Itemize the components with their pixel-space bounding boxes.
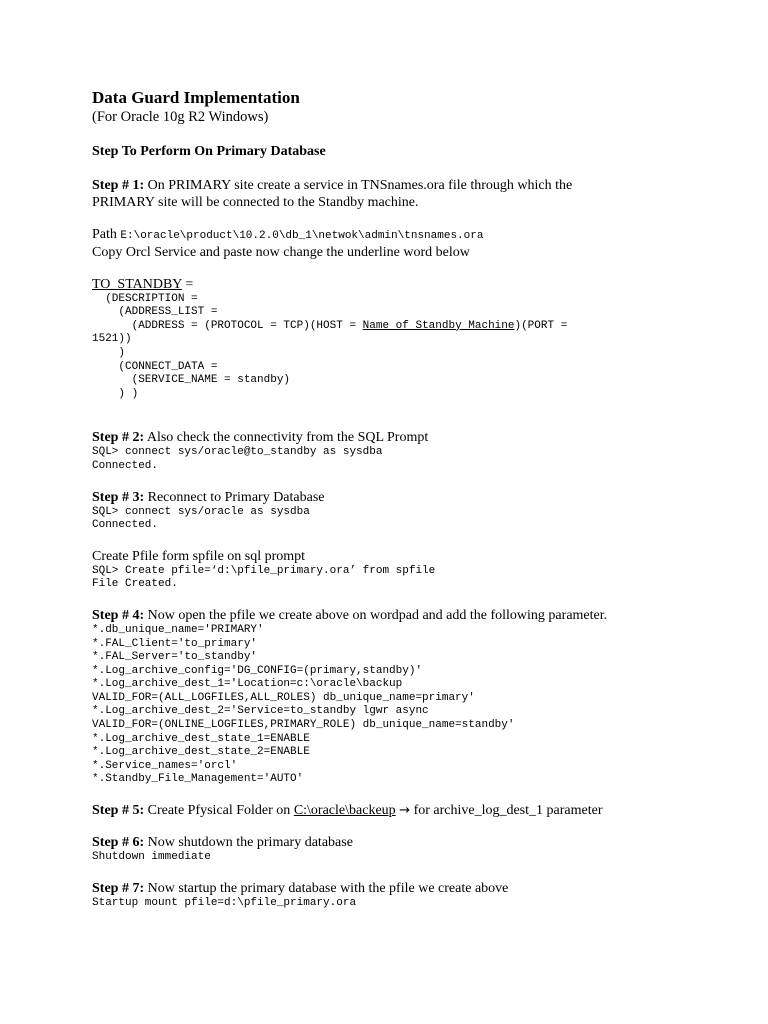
step-4 xyxy=(92,607,752,624)
tns-line-connect-data: (CONNECT_DATA = xyxy=(92,360,218,373)
step-1-text-line1: On PRIMARY site create a service in TNSnames.ora file through which the xyxy=(144,178,573,193)
right-arrow-icon: → xyxy=(399,803,411,819)
param-line: *.FAL_Client='to_primary' xyxy=(92,637,258,650)
document-body xyxy=(92,88,752,910)
step-3-text: Reconnect to Primary Database xyxy=(144,489,325,505)
step-4-label: Step # 4: xyxy=(92,607,145,623)
path-line xyxy=(92,226,752,244)
param-line: *.Standby_File_Management='AUTO' xyxy=(92,773,304,786)
step-1-label: Step # 1: xyxy=(92,178,145,193)
param-line: *.Log_archive_dest_state_1=ENABLE xyxy=(92,732,310,745)
tns-line-description: (DESCRIPTION = xyxy=(92,292,198,305)
pfile-code-2: File Created. xyxy=(92,578,178,591)
step-4-text: Now open the pfile we create above on wordpad and add the following parameter. xyxy=(144,607,608,623)
param-line: *.Log_archive_dest_1='Location=c:\oracle\backup xyxy=(92,678,403,691)
step-6-text: Now shutdown the primary database xyxy=(144,835,353,851)
step-3 xyxy=(92,489,752,506)
param-line: *.Log_archive_dest_2='Service=to_standby lgwr async xyxy=(92,705,429,718)
path-value: E:\oracle\product\10.2.0\db_1\netwok\admin\tnsnames.ora xyxy=(120,230,484,242)
path-label: Path xyxy=(92,227,121,242)
copy-note: Copy Orcl Service and paste now change the underline word below xyxy=(92,244,470,260)
step-2-label: Step # 2: xyxy=(92,430,145,446)
document-subtitle: (For Oracle 10g R2 Windows) xyxy=(92,109,269,125)
tns-host-placeholder: Name of Standby Machine xyxy=(362,319,515,332)
section-heading: Step To Perform On Primary Database xyxy=(92,144,326,159)
step-5-text-b: for archive_log_dest_1 parameter xyxy=(410,803,603,819)
step-2-text: Also check the connectivity from the SQL Prompt xyxy=(144,430,429,446)
pfile-text: Create Pfile form spfile on sql prompt xyxy=(92,548,306,564)
tns-alias: TO_STANDBY xyxy=(92,276,182,292)
step-6-label: Step # 6: xyxy=(92,835,145,851)
tns-line-close-all: ) ) xyxy=(92,387,139,400)
tns-line-close-list: ) xyxy=(92,346,126,359)
step-2 xyxy=(92,429,752,446)
param-line: *.FAL_Server='to_standby' xyxy=(92,651,258,664)
tns-line-port: 1521)) xyxy=(92,333,132,346)
step-5 xyxy=(92,802,752,819)
param-line: VALID_FOR=(ONLINE_LOGFILES,PRIMARY_ROLE) db_unique_name=standby' xyxy=(92,719,515,732)
step-7-text: Now startup the primary database with the pfile we create above xyxy=(144,880,509,896)
param-line: VALID_FOR=(ALL_LOGFILES,ALL_ROLES) db_unique_name=primary' xyxy=(92,691,475,704)
tns-line-service-name: (SERVICE_NAME = standby) xyxy=(92,374,291,387)
step-6-code: Shutdown immediate xyxy=(92,851,211,864)
step-7-label: Step # 7: xyxy=(92,880,145,896)
step-3-code-2: Connected. xyxy=(92,519,159,532)
step-1 xyxy=(92,177,752,194)
step-5-folder: C:\oracle\backeup xyxy=(293,803,396,819)
step-7 xyxy=(92,880,752,897)
step-5-text-a: Create Pfysical Folder on xyxy=(144,803,294,819)
tns-equals: = xyxy=(181,276,194,292)
param-line: *.db_unique_name='PRIMARY' xyxy=(92,623,264,636)
step-5-label: Step # 5: xyxy=(92,803,145,819)
step-6 xyxy=(92,834,752,851)
tns-alias-line xyxy=(92,276,752,293)
step-3-code-1: SQL> connect sys/oracle as sysdba xyxy=(92,505,310,518)
step-7-code: Startup mount pfile=d:\pfile_primary.ora xyxy=(92,896,357,909)
step-3-label: Step # 3: xyxy=(92,489,145,505)
param-line: *.Log_archive_dest_state_2=ENABLE xyxy=(92,746,310,759)
step-2-code-2: Connected. xyxy=(92,459,159,472)
tns-line-address-list: (ADDRESS_LIST = xyxy=(92,306,218,319)
param-line: *.Log_archive_config='DG_CONFIG=(primary,standby)' xyxy=(92,664,423,677)
step-1-text-line2: PRIMARY site will be connected to the Standby machine. xyxy=(92,195,419,210)
tns-address-end: )(PORT = xyxy=(514,319,568,332)
tns-address-start: (ADDRESS = (PROTOCOL = TCP)(HOST = xyxy=(92,319,363,332)
tns-line-address xyxy=(92,320,752,334)
document-title: Data Guard Implementation xyxy=(92,88,300,107)
step-2-code-1: SQL> connect sys/oracle@to_standby as sysdba xyxy=(92,446,383,459)
param-line: *.Service_names='orcl' xyxy=(92,759,238,772)
pfile-code-1: SQL> Create pfile=‘d:\pfile_primary.ora’ from spfile xyxy=(92,564,436,577)
